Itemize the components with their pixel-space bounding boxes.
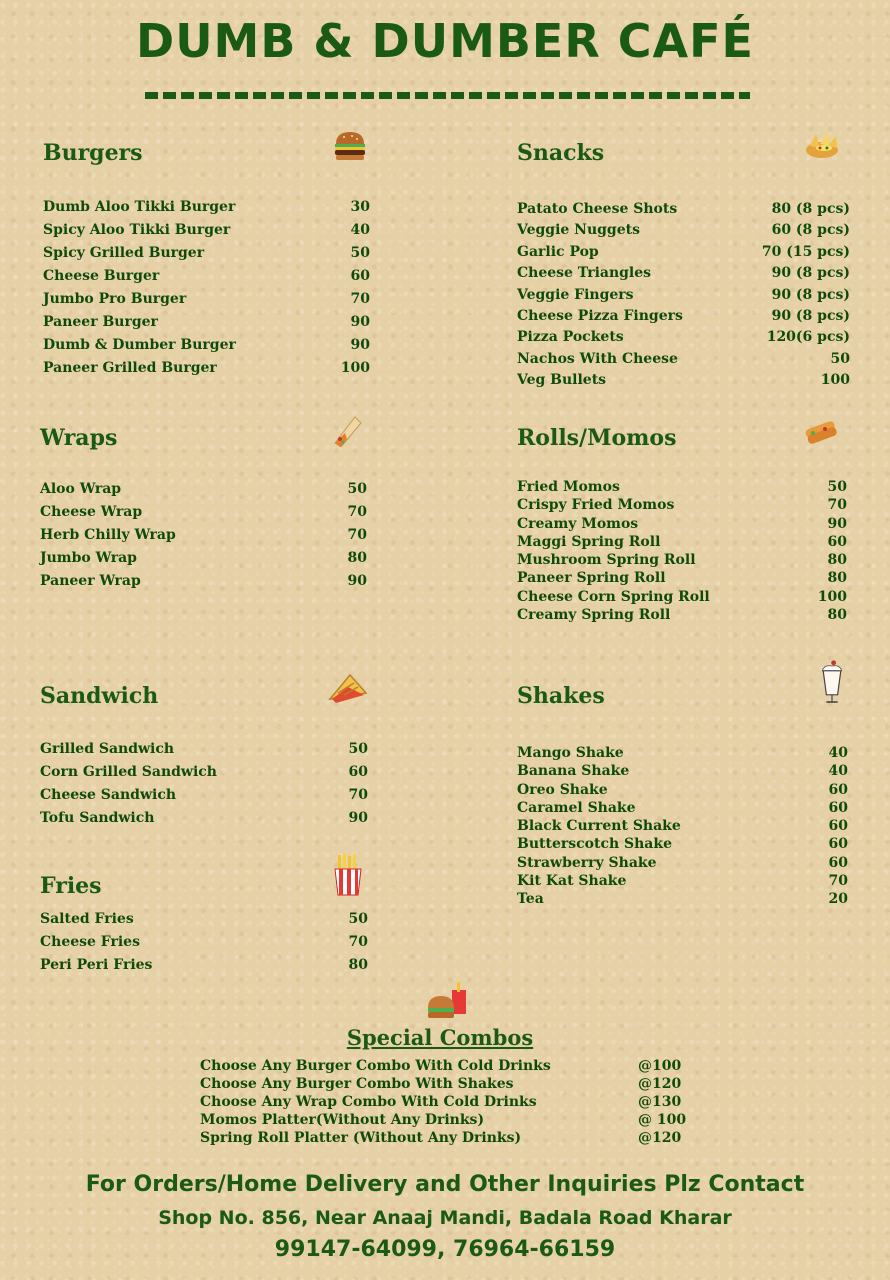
menu-item <box>43 242 370 265</box>
combo-item <box>200 1058 690 1076</box>
item-price: 90 <box>827 515 847 532</box>
item-name: Patato Cheese Shots <box>517 201 678 217</box>
section-title-snacks: Snacks <box>517 140 605 166</box>
spring-roll-icon <box>801 411 841 451</box>
menu-item <box>40 524 367 547</box>
menu-list-burgers <box>43 196 370 380</box>
menu-item <box>517 263 850 284</box>
item-price: 60 <box>350 268 370 284</box>
item-name: Jumbo Pro Burger <box>43 291 187 307</box>
menu-item <box>517 835 848 853</box>
item-price: 100 <box>340 360 370 376</box>
item-price: 70 <box>827 497 847 514</box>
item-name: Cheese Triangles <box>517 265 652 282</box>
section-header <box>40 873 368 903</box>
item-price: 90 <box>347 573 367 589</box>
menu-item <box>40 570 367 593</box>
item-price: 70 <box>347 527 367 543</box>
item-name: Crispy Fried Momos <box>517 497 675 514</box>
menu-item <box>517 370 850 391</box>
item-price: 70 <box>350 291 370 307</box>
item-name: Cheese Burger <box>43 268 160 284</box>
item-name: Nachos With Cheese <box>517 350 678 367</box>
menu-item <box>517 327 850 348</box>
item-name: Aloo Wrap <box>40 481 122 497</box>
item-price: 90 (8 pcs) <box>771 308 850 325</box>
item-name: Cheese Corn Spring Roll <box>517 588 710 605</box>
menu-item <box>517 496 847 514</box>
item-name: Spicy Grilled Burger <box>43 245 205 261</box>
menu-item <box>40 547 367 570</box>
item-name: Choose Any Burger Combo With Shakes <box>200 1076 514 1092</box>
section-header <box>43 140 370 170</box>
item-price: 60 <box>828 818 848 835</box>
menu-item <box>517 854 848 872</box>
item-price: 60 (8 pcs) <box>771 222 850 239</box>
item-price: 40 <box>828 745 848 761</box>
item-name: Cheese Wrap <box>40 504 143 520</box>
item-name: Grilled Sandwich <box>40 741 175 757</box>
item-name: Cheese Fries <box>40 934 140 950</box>
item-price: 40 <box>828 763 848 780</box>
menu-item <box>43 219 370 242</box>
menu-item <box>517 872 848 890</box>
item-name: Maggi Spring Roll <box>517 533 661 550</box>
item-name: Tea <box>517 891 544 908</box>
menu-item <box>517 606 847 624</box>
menu-item <box>517 515 847 533</box>
menu-item <box>517 199 850 220</box>
item-price: 90 <box>348 810 368 826</box>
combo-item <box>200 1130 690 1148</box>
item-name: Veggie Nuggets <box>517 222 640 239</box>
menu-item <box>43 334 370 357</box>
menu-item <box>517 890 848 908</box>
item-price: 60 <box>827 533 847 550</box>
item-name: Dumb Aloo Tikki Burger <box>43 199 236 215</box>
item-price: 70 <box>347 504 367 520</box>
menu-item <box>43 311 370 334</box>
menu-item <box>43 265 370 288</box>
section-title-rolls-momos: Rolls/Momos <box>517 425 677 451</box>
item-price: 50 <box>827 479 847 495</box>
item-price: 50 <box>830 350 850 367</box>
combos-title: Special Combos <box>346 1025 534 1050</box>
item-price: 80 <box>348 957 368 973</box>
item-price: 30 <box>350 199 370 215</box>
sandwich-icon <box>328 669 368 709</box>
section-snacks <box>517 140 850 392</box>
menu-item <box>40 784 368 807</box>
menu-item <box>40 931 368 954</box>
section-title-shakes: Shakes <box>517 683 605 709</box>
item-name: Kit Kat Shake <box>517 873 627 890</box>
section-rolls-momos <box>517 425 847 624</box>
contact-address: Shop No. 856, Near Anaaj Mandi, Badala Road Kharar <box>158 1207 732 1229</box>
contact-phones: 99147-64099, 76964-66159 <box>274 1237 616 1262</box>
section-title-wraps: Wraps <box>40 425 118 451</box>
item-price: @120 <box>638 1076 682 1092</box>
item-price: @ 100 <box>638 1112 687 1128</box>
item-price: 80 <box>827 552 847 569</box>
item-price: 120(6 pcs) <box>766 329 850 346</box>
menu-item <box>517 762 848 780</box>
special-combos <box>200 1025 690 1148</box>
item-price: 70 <box>348 787 368 803</box>
section-fries <box>40 873 368 977</box>
combo-item <box>200 1076 690 1094</box>
item-name: Caramel Shake <box>517 799 636 816</box>
item-price: @120 <box>638 1130 682 1146</box>
menu-item <box>40 501 367 524</box>
combo-meal-icon <box>424 982 474 1022</box>
item-name: Veggie Fingers <box>517 286 634 303</box>
item-name: Spring Roll Platter (Without Any Drinks) <box>200 1130 522 1146</box>
menu-list-snacks <box>517 199 850 392</box>
item-name: Oreo Shake <box>517 781 608 798</box>
section-shakes <box>517 683 848 909</box>
contact-heading: For Orders/Home Delivery and Other Inquiries Plz Contact <box>85 1172 805 1197</box>
menu-item <box>517 220 850 241</box>
item-name: Momos Platter(Without Any Drinks) <box>200 1112 485 1128</box>
menu-item <box>517 569 847 587</box>
item-name: Creamy Spring Roll <box>517 607 671 624</box>
item-price: 50 <box>350 245 370 261</box>
menu-item <box>40 478 367 501</box>
item-price: @130 <box>638 1094 682 1110</box>
menu-item <box>40 908 368 931</box>
item-price: 70 <box>828 873 848 890</box>
section-header <box>517 140 850 170</box>
item-name: Pizza Pockets <box>517 329 624 346</box>
item-price: 60 <box>828 781 848 798</box>
menu-item <box>517 781 848 799</box>
item-name: Veg Bullets <box>517 372 607 389</box>
section-wraps <box>40 425 367 593</box>
menu-item <box>43 357 370 380</box>
menu-item <box>43 196 370 219</box>
menu-item <box>517 817 848 835</box>
item-name: Peri Peri Fries <box>40 957 153 973</box>
burger-icon <box>330 126 370 166</box>
item-price: 80 <box>347 550 367 566</box>
item-name: Choose Any Wrap Combo With Cold Drinks <box>200 1094 537 1110</box>
item-name: Mushroom Spring Roll <box>517 552 696 569</box>
menu-list-sandwich <box>40 738 368 830</box>
item-name: Tofu Sandwich <box>40 810 155 826</box>
section-header <box>40 683 368 713</box>
section-header <box>40 425 367 455</box>
title-divider <box>145 92 750 99</box>
menu-item <box>517 533 847 551</box>
item-price: 100 <box>817 588 847 605</box>
milkshake-icon <box>816 653 848 711</box>
item-price: 100 <box>820 372 850 389</box>
item-name: Garlic Pop <box>517 243 599 260</box>
item-name: Cheese Pizza Fingers <box>517 308 683 325</box>
item-name: Creamy Momos <box>517 515 639 532</box>
menu-item <box>40 954 368 977</box>
item-name: Choose Any Burger Combo With Cold Drinks <box>200 1058 551 1074</box>
item-price: 60 <box>828 799 848 816</box>
section-title-fries: Fries <box>40 873 102 899</box>
combo-item <box>200 1112 690 1130</box>
menu-item <box>517 588 847 606</box>
item-price: 90 (8 pcs) <box>771 286 850 303</box>
combo-list <box>200 1058 690 1148</box>
item-price: @100 <box>638 1058 682 1074</box>
item-name: Corn Grilled Sandwich <box>40 764 217 780</box>
item-price: 90 (8 pcs) <box>771 265 850 282</box>
item-name: Paneer Spring Roll <box>517 570 666 587</box>
item-price: 60 <box>828 836 848 853</box>
item-name: Strawberry Shake <box>517 854 657 871</box>
item-name: Butterscotch Shake <box>517 836 672 853</box>
section-header <box>517 683 848 713</box>
combo-item <box>200 1094 690 1112</box>
item-name: Paneer Wrap <box>40 573 141 589</box>
menu-item <box>517 799 848 817</box>
menu-item <box>43 288 370 311</box>
wrap-icon <box>327 411 367 451</box>
item-name: Mango Shake <box>517 745 624 761</box>
item-price: 60 <box>348 764 368 780</box>
page-title: DUMB & DUMBER CAFÉ <box>136 14 754 68</box>
section-title-burgers: Burgers <box>43 140 143 166</box>
item-name: Jumbo Wrap <box>40 550 137 566</box>
nachos-icon <box>802 126 842 166</box>
item-price: 70 (15 pcs) <box>761 243 850 260</box>
item-price: 20 <box>828 891 848 908</box>
menu-item <box>40 738 368 761</box>
item-price: 80 <box>827 607 847 624</box>
item-price: 50 <box>347 481 367 497</box>
item-name: Black Current Shake <box>517 818 681 835</box>
section-burgers <box>43 140 370 380</box>
item-name: Banana Shake <box>517 763 630 780</box>
fries-icon <box>328 853 368 897</box>
menu-item <box>517 744 848 762</box>
menu-item <box>40 761 368 784</box>
item-price: 90 <box>350 314 370 330</box>
item-name: Dumb & Dumber Burger <box>43 337 236 353</box>
item-name: Fried Momos <box>517 479 620 495</box>
item-name: Cheese Sandwich <box>40 787 177 803</box>
menu-item <box>517 551 847 569</box>
item-price: 70 <box>348 934 368 950</box>
item-price: 50 <box>348 911 368 927</box>
menu-item <box>40 807 368 830</box>
menu-list-shakes <box>517 744 848 909</box>
item-price: 80 (8 pcs) <box>771 201 850 217</box>
menu-item <box>517 306 850 327</box>
section-title-sandwich: Sandwich <box>40 683 159 709</box>
item-price: 50 <box>348 741 368 757</box>
menu-list-fries <box>40 908 368 977</box>
item-price: 40 <box>350 222 370 238</box>
item-price: 90 <box>350 337 370 353</box>
item-name: Paneer Burger <box>43 314 158 330</box>
menu-list-wraps <box>40 478 367 593</box>
menu-item <box>517 478 847 496</box>
item-name: Paneer Grilled Burger <box>43 360 217 376</box>
item-name: Herb Chilly Wrap <box>40 527 176 543</box>
menu-item <box>517 285 850 306</box>
menu-item <box>517 242 850 263</box>
item-price: 60 <box>828 854 848 871</box>
section-sandwich <box>40 683 368 830</box>
menu-list-rolls-momos <box>517 478 847 624</box>
section-header <box>517 425 847 455</box>
item-name: Spicy Aloo Tikki Burger <box>43 222 231 238</box>
item-name: Salted Fries <box>40 911 134 927</box>
menu-item <box>517 349 850 370</box>
item-price: 80 <box>827 570 847 587</box>
